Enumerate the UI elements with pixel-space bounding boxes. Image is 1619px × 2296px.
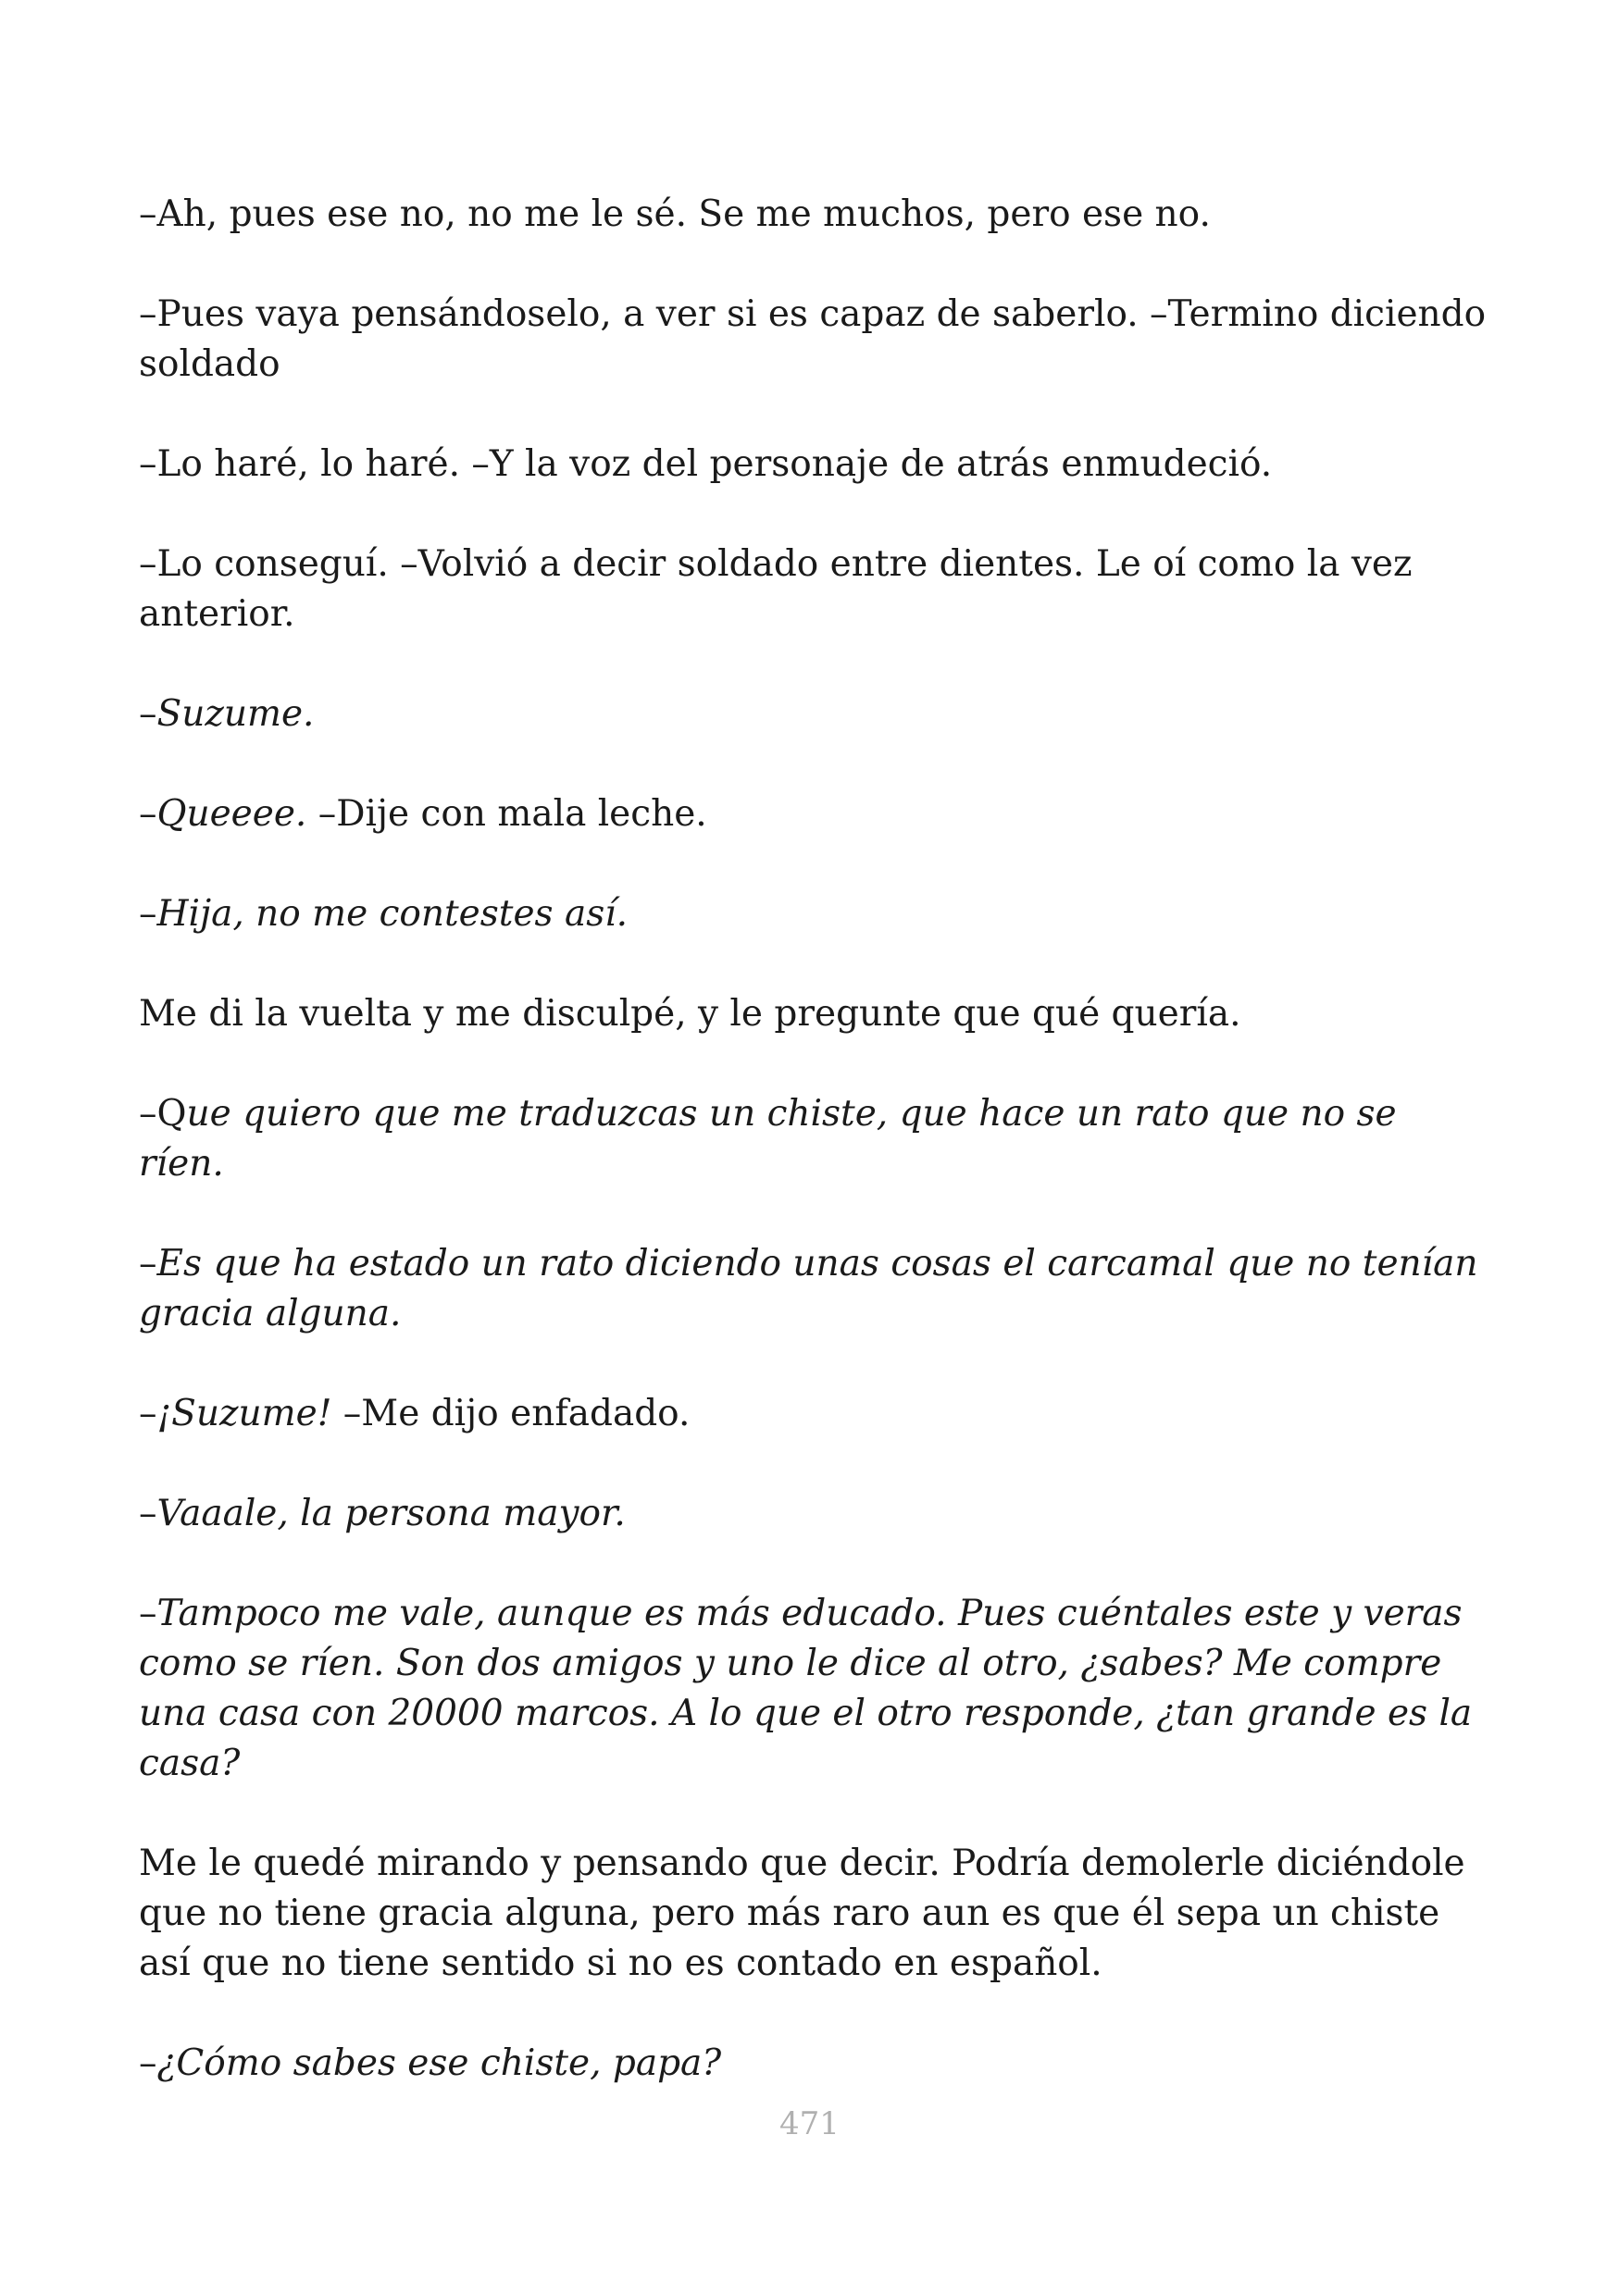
- text-run: –Dije con mala leche.: [306, 793, 707, 835]
- italic-text-run: Suzume.: [156, 693, 315, 735]
- text-run: –: [139, 1393, 157, 1434]
- paragraph: [139, 290, 1490, 390]
- page-number: 471: [779, 2105, 840, 2142]
- paragraph: [139, 689, 1490, 739]
- text-run: –Me dijo enfadado.: [331, 1393, 691, 1434]
- paragraph: [139, 540, 1490, 639]
- text-run: –Lo conseguí. –Volvió a decir soldado entre dientes. Le oí como la vez anterior.: [139, 543, 1413, 635]
- text-run: –: [139, 893, 157, 935]
- italic-text-run: ¿Cómo sabes ese chiste, papa?: [156, 2042, 722, 2084]
- paragraph: [139, 190, 1490, 240]
- text-run: –Ah, pues ese no, no me le sé. Se me muchos, pero ese no.: [139, 193, 1211, 235]
- text-run: –: [139, 1493, 157, 1534]
- paragraph: [139, 1589, 1490, 1789]
- italic-text-run: Hija, no me contestes así.: [156, 893, 629, 935]
- italic-text-run: ¡Suzume!: [156, 1393, 332, 1434]
- text-run: –: [139, 1593, 157, 1634]
- paragraph: [139, 989, 1490, 1039]
- paragraph: [139, 1089, 1490, 1189]
- text-run: –Pues vaya pensándoselo, a ver si es capaz de saberlo. –Termino diciendo soldado: [139, 293, 1487, 385]
- text-run: –: [139, 693, 157, 735]
- text-run: –Q: [139, 1093, 187, 1135]
- paragraph: [139, 889, 1490, 939]
- italic-text-run: Es que ha estado un rato diciendo unas cosas el carcamal que no tenían gracia alguna.: [139, 1243, 1478, 1334]
- paragraph: [139, 1839, 1490, 1989]
- paragraph: [139, 789, 1490, 839]
- text-run: Me di la vuelta y me disculpé, y le pregunte que qué quería.: [139, 993, 1241, 1035]
- italic-text-run: ue quiero que me traduzcas un chiste, que hace un rato que no se ríen.: [139, 1093, 1397, 1185]
- text-run: –: [139, 793, 157, 835]
- paragraph: [139, 1389, 1490, 1439]
- text-run: Me le quedé mirando y pensando que decir. Podría demolerle diciéndole que no tiene gracia alguna, pero más raro aun es que él sepa un chiste así que no tiene sentido si no es contado en español.: [139, 1843, 1465, 1984]
- paragraph: [139, 2039, 1490, 2089]
- paragraph: [139, 1489, 1490, 1539]
- paragraph: [139, 440, 1490, 490]
- italic-text-run: Queeee.: [156, 793, 307, 835]
- body-text: [139, 190, 1490, 2139]
- text-run: –Lo haré, lo haré. –Y la voz del personaje de atrás enmudeció.: [139, 443, 1273, 485]
- italic-text-run: Vaaale, la persona mayor.: [156, 1493, 626, 1534]
- italic-text-run: Tampoco me vale, aunque es más educado. Pues cuéntales este y veras como se ríen. Son dos amigos y uno le dice al otro, ¿sabes? Me compre una casa con 20000 marcos. A lo que el otro responde, ¿tan grande es la casa?: [139, 1593, 1473, 1784]
- paragraph: [139, 1239, 1490, 1339]
- text-run: –: [139, 2042, 157, 2084]
- text-run: –: [139, 1243, 157, 1285]
